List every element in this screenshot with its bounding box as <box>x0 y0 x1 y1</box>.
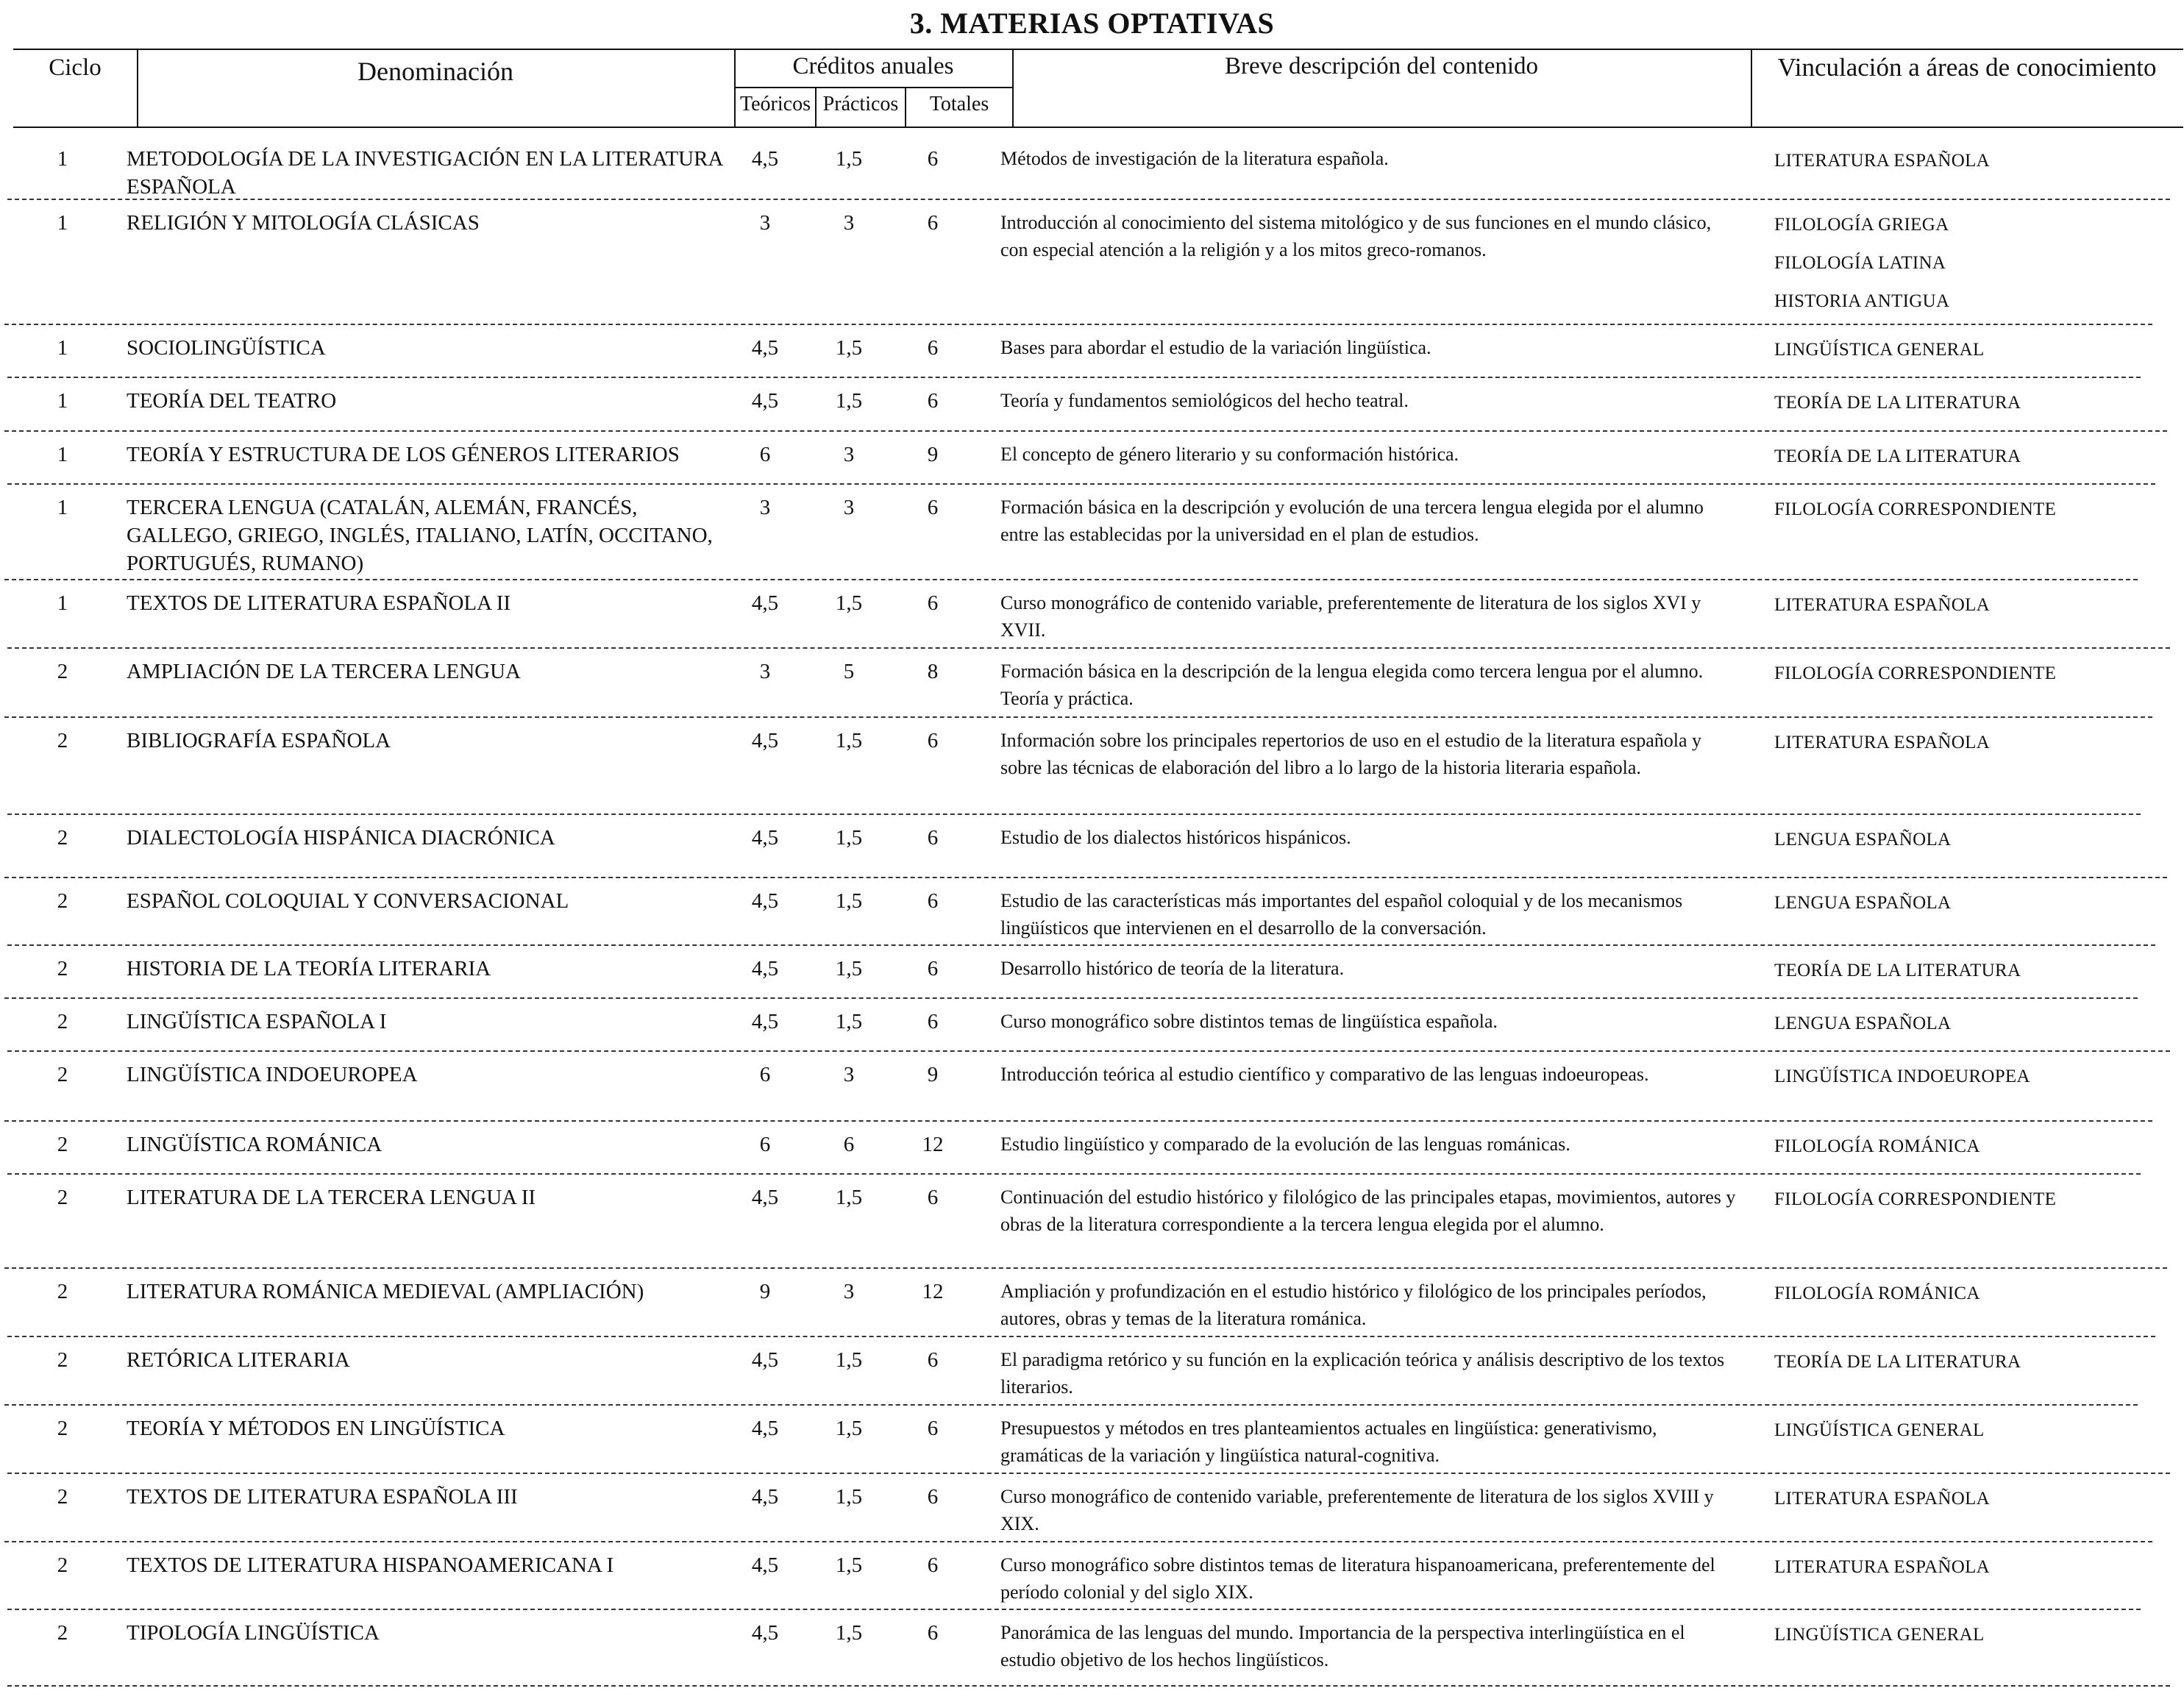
row-teoricos: 4,5 <box>751 889 779 913</box>
row-practicos: 1,5 <box>835 336 863 360</box>
row-denominacion: TEXTOS DE LITERATURA ESPAÑOLA III <box>127 1485 518 1509</box>
row-descripcion: Curso monográfico sobre distintos temas de lingüística española. <box>1000 1011 1498 1032</box>
row-descripcion: Curso monográfico de contenido variable, preferentemente de literatura de los siglos XVIII y XIX. <box>1000 1486 1714 1534</box>
row-denominacion: TEORÍA Y MÉTODOS EN LINGÜÍSTICA <box>127 1417 505 1440</box>
row-descripcion: Continuación del estudio histórico y filológico de las principales etapas, movimientos, autores y obras de la literatura correspondiente a la tercera lengua elegida por el alumno. <box>1000 1186 1736 1235</box>
row-ciclo: 1 <box>57 389 68 413</box>
row-denominacion: TEXTOS DE LITERATURA HISPANOAMERICANA I <box>127 1553 614 1577</box>
row-descripcion: Teoría y fundamentos semiológicos del hecho teatral. <box>1000 390 1409 411</box>
row-totales: 6 <box>927 729 939 752</box>
row-denominacion: LINGÜÍSTICA ROMÁNICA <box>127 1133 383 1156</box>
row-denominacion: LINGÜÍSTICA ESPAÑOLA I <box>127 1010 387 1033</box>
row-area: FILOLOGÍA CORRESPONDIENTE <box>1774 1189 2057 1209</box>
row-ciclo: 2 <box>57 660 68 683</box>
row-ciclo: 2 <box>57 826 68 850</box>
row-totales: 9 <box>927 1063 939 1086</box>
row-area: FILOLOGÍA ROMÁNICA <box>1774 1136 1980 1156</box>
row-area: FILOLOGÍA CORRESPONDIENTE <box>1774 663 2057 683</box>
row-denominacion: LINGÜÍSTICA INDOEUROPEA <box>127 1063 418 1086</box>
row-area: LINGÜÍSTICA GENERAL <box>1774 340 1985 360</box>
row-totales: 6 <box>927 496 939 519</box>
row-descripcion: Formación básica en la descripción y evolución de una tercera lengua elegida por el alumno entre las establecidas por la universidad en el plan de estudios. <box>1000 496 1704 545</box>
row-teoricos: 4,5 <box>751 591 779 615</box>
row-ciclo: 2 <box>57 1621 68 1645</box>
row-totales: 6 <box>927 1417 939 1440</box>
row-teoricos: 6 <box>759 443 771 466</box>
row-practicos: 1,5 <box>835 147 863 171</box>
row-descripcion: Ampliación y profundización en el estudio histórico y filológico de los principales períodos, autores, obras y temas de la literatura románica. <box>1000 1281 1707 1329</box>
row-totales: 6 <box>927 826 939 850</box>
header-denominacion: Denominación <box>358 57 513 86</box>
row-area: LENGUA ESPAÑOLA <box>1774 893 1952 913</box>
row-denominacion: BIBLIOGRAFÍA ESPAÑOLA <box>127 729 391 752</box>
row-totales: 6 <box>927 1010 939 1033</box>
row-area: LINGÜÍSTICA GENERAL <box>1774 1420 1985 1440</box>
row-ciclo: 1 <box>57 211 68 235</box>
header-vinculacion: Vinculación a áreas de conocimiento <box>1777 53 2157 82</box>
row-totales: 8 <box>927 660 939 683</box>
row-descripcion: Curso monográfico de contenido variable, preferentemente de literatura de los siglos XVI y XVII. <box>1000 592 1701 641</box>
row-teoricos: 4,5 <box>751 389 779 413</box>
row-practicos: 6 <box>843 1133 855 1156</box>
row-separator <box>7 1473 2170 1475</box>
row-descripcion: Desarrollo histórico de teoría de la literatura. <box>1000 958 1345 979</box>
row-denominacion: TEORÍA DEL TEATRO <box>127 389 337 413</box>
row-descripcion: Estudio lingüístico y comparado de la evolución de las lenguas románicas. <box>1000 1133 1571 1155</box>
row-teoricos: 4,5 <box>751 957 779 980</box>
row-area: FILOLOGÍA CORRESPONDIENTE <box>1774 499 2057 519</box>
row-practicos: 1,5 <box>835 1348 863 1372</box>
row-teoricos: 6 <box>759 1133 771 1156</box>
row-separator <box>7 483 2155 486</box>
row-practicos: 3 <box>843 443 855 466</box>
row-totales: 12 <box>922 1133 944 1156</box>
row-teoricos: 3 <box>759 660 771 683</box>
row-area: FILOLOGÍA ROMÁNICA <box>1774 1284 1980 1303</box>
row-area: LINGÜÍSTICA INDOEUROPEA <box>1774 1067 2030 1086</box>
row-teoricos: 4,5 <box>751 1621 779 1645</box>
row-separator <box>4 877 2167 880</box>
row-separator <box>4 716 2152 719</box>
row-denominacion: TERCERA LENGUA (CATALÁN, ALEMÁN, FRANCÉS, GALLEGO, GRIEGO, INGLÉS, ITALIANO, LATÍN, OCCITANO, PORTUGUÉS, RUMANO) <box>127 496 713 575</box>
row-ciclo: 1 <box>57 336 68 360</box>
row-descripcion: Estudio de los dialectos históricos hispánicos. <box>1000 827 1351 848</box>
row-totales: 6 <box>927 957 939 980</box>
row-descripcion: Estudio de las características más importantes del español coloquial y de los mecanismos lingüísticos que intervienen en el desarrollo de la conversación. <box>1000 890 1683 939</box>
row-teoricos: 4,5 <box>751 1348 779 1372</box>
row-teoricos: 4,5 <box>751 1417 779 1440</box>
header-teoricos: Teóricos <box>739 93 811 115</box>
row-area: LITERATURA ESPAÑOLA <box>1774 733 1990 752</box>
row-practicos: 1,5 <box>835 1621 863 1645</box>
row-totales: 6 <box>927 1348 939 1372</box>
table-header <box>13 49 2183 127</box>
header-descripcion: Breve descripción del contenido <box>1224 53 1539 79</box>
row-area: HISTORIA ANTIGUA <box>1774 291 1950 311</box>
row-totales: 6 <box>927 211 939 235</box>
row-descripcion: El concepto de género literario y su conformación histórica. <box>1000 444 1459 465</box>
row-practicos: 3 <box>843 1063 855 1086</box>
row-totales: 6 <box>927 1621 939 1645</box>
row-area: FILOLOGÍA GRIEGA <box>1774 215 1949 235</box>
row-teoricos: 3 <box>759 496 771 519</box>
row-denominacion: TEXTOS DE LITERATURA ESPAÑOLA II <box>127 591 511 615</box>
row-teoricos: 4,5 <box>751 826 779 850</box>
row-practicos: 1,5 <box>835 1417 863 1440</box>
row-area: LITERATURA ESPAÑOLA <box>1774 595 1990 615</box>
row-teoricos: 4,5 <box>751 1186 779 1209</box>
row-practicos: 1,5 <box>835 389 863 413</box>
row-practicos: 1,5 <box>835 889 863 913</box>
row-descripcion: Curso monográfico sobre distintos temas de literatura hispanoamericana, preferentemente del período colonial y del siglo XIX. <box>1000 1554 1715 1603</box>
row-teoricos: 4,5 <box>751 1553 779 1577</box>
row-practicos: 1,5 <box>835 957 863 980</box>
row-ciclo: 1 <box>57 147 68 171</box>
row-denominacion: TEORÍA Y ESTRUCTURA DE LOS GÉNEROS LITERARIOS <box>127 443 680 466</box>
row-area: LITERATURA ESPAÑOLA <box>1774 1489 1990 1509</box>
row-teoricos: 4,5 <box>751 1010 779 1033</box>
row-area: LENGUA ESPAÑOLA <box>1774 830 1952 850</box>
row-area: TEORÍA DE LA LITERATURA <box>1774 393 2021 413</box>
row-separator <box>7 1609 2141 1612</box>
row-totales: 6 <box>927 1186 939 1209</box>
row-ciclo: 1 <box>57 591 68 615</box>
row-descripcion: Presupuestos y métodos en tres planteamientos actuales en lingüística: generativismo, gramáticas de la variación y lingüística natural-cognitiva. <box>1000 1417 1657 1466</box>
row-ciclo: 2 <box>57 1186 68 1209</box>
row-denominacion: METODOLOGÍA DE LA INVESTIGACIÓN EN LA LITERATURA ESPAÑOLA <box>127 147 722 199</box>
row-separator <box>7 944 2155 947</box>
row-separator <box>4 1267 2167 1270</box>
row-separator <box>4 1120 2152 1123</box>
row-teoricos: 4,5 <box>751 147 779 171</box>
row-totales: 6 <box>927 1485 939 1509</box>
header-subdivider <box>734 87 1012 88</box>
row-ciclo: 2 <box>57 889 68 913</box>
row-teoricos: 4,5 <box>751 729 779 752</box>
row-denominacion: AMPLIACIÓN DE LA TERCERA LENGUA <box>127 660 521 683</box>
row-denominacion: LITERATURA DE LA TERCERA LENGUA II <box>127 1186 536 1209</box>
row-separator <box>7 377 2141 380</box>
row-descripcion: Panorámica de las lenguas del mundo. Importancia de la perspectiva interlingüística en el estudio objetivo de los hechos lingüísticos. <box>1000 1622 1685 1670</box>
row-ciclo: 1 <box>57 443 68 466</box>
row-totales: 9 <box>927 443 939 466</box>
row-separator <box>7 814 2141 816</box>
row-separator <box>7 1173 2141 1176</box>
header-totales: Totales <box>929 93 989 115</box>
row-separator <box>4 579 2138 582</box>
row-practicos: 1,5 <box>835 591 863 615</box>
row-area: LITERATURA ESPAÑOLA <box>1774 1557 1990 1577</box>
row-denominacion: TIPOLOGÍA LINGÜÍSTICA <box>127 1621 380 1645</box>
row-totales: 6 <box>927 336 939 360</box>
row-descripcion: El paradigma retórico y su función en la explicación teórica y análisis descriptivo de los textos literarios. <box>1000 1349 1725 1398</box>
header-creditos: Créditos anuales <box>792 53 954 79</box>
row-practicos: 1,5 <box>835 826 863 850</box>
row-teoricos: 3 <box>759 211 771 235</box>
row-ciclo: 2 <box>57 1010 68 1033</box>
row-practicos: 3 <box>843 211 855 235</box>
row-ciclo: 2 <box>57 729 68 752</box>
row-area: TEORÍA DE LA LITERATURA <box>1774 446 2021 466</box>
row-totales: 6 <box>927 591 939 615</box>
row-practicos: 3 <box>843 496 855 519</box>
row-practicos: 1,5 <box>835 1485 863 1509</box>
row-separator <box>4 997 2138 1000</box>
row-area: TEORÍA DE LA LITERATURA <box>1774 1352 2021 1372</box>
row-teoricos: 6 <box>759 1063 771 1086</box>
row-teoricos: 4,5 <box>751 1485 779 1509</box>
row-totales: 6 <box>927 889 939 913</box>
table-bottom-rule <box>7 1685 2170 1688</box>
row-area: FILOLOGÍA LATINA <box>1774 253 1946 273</box>
row-ciclo: 2 <box>57 1553 68 1577</box>
row-separator <box>7 647 2170 650</box>
row-ciclo: 2 <box>57 1348 68 1372</box>
row-denominacion: RELIGIÓN Y MITOLOGÍA CLÁSICAS <box>127 211 480 235</box>
row-descripcion: Bases para abordar el estudio de la variación lingüística. <box>1000 337 1431 358</box>
row-ciclo: 2 <box>57 1485 68 1509</box>
row-separator <box>7 199 2170 202</box>
header-ciclo: Ciclo <box>49 54 102 81</box>
row-ciclo: 2 <box>57 1133 68 1156</box>
header-bottom-rule <box>13 127 2183 128</box>
row-denominacion: HISTORIA DE LA TEORÍA LITERARIA <box>127 957 491 980</box>
row-practicos: 1,5 <box>835 1186 863 1209</box>
row-totales: 6 <box>927 147 939 171</box>
row-practicos: 1,5 <box>835 729 863 752</box>
row-ciclo: 2 <box>57 1280 68 1303</box>
row-descripcion: Formación básica en la descripción de la lengua elegida como tercera lengua por el alumno. Teoría y práctica. <box>1000 661 1704 709</box>
row-ciclo: 2 <box>57 1417 68 1440</box>
row-descripcion: Métodos de investigación de la literatura española. <box>1000 148 1389 169</box>
row-denominacion: DIALECTOLOGÍA HISPÁNICA DIACRÓNICA <box>127 826 555 850</box>
row-separator <box>4 1404 2138 1407</box>
row-area: LENGUA ESPAÑOLA <box>1774 1014 1952 1033</box>
row-descripcion: Introducción al conocimiento del sistema mitológico y de sus funciones en el mundo clásico, con especial atención a la religión y a los mitos greco-romanos. <box>1000 212 1712 260</box>
row-denominacion: SOCIOLINGÜÍSTICA <box>127 336 326 360</box>
row-separator <box>4 430 2167 433</box>
row-area: LINGÜÍSTICA GENERAL <box>1774 1625 1985 1645</box>
row-teoricos: 9 <box>759 1280 771 1303</box>
row-separator <box>4 1541 2152 1544</box>
row-denominacion: ESPAÑOL COLOQUIAL Y CONVERSACIONAL <box>127 889 569 913</box>
row-practicos: 5 <box>843 660 855 683</box>
row-practicos: 1,5 <box>835 1010 863 1033</box>
row-practicos: 3 <box>843 1280 855 1303</box>
row-area: LITERATURA ESPAÑOLA <box>1774 151 1990 171</box>
row-ciclo: 2 <box>57 1063 68 1086</box>
row-totales: 6 <box>927 389 939 413</box>
row-descripcion: Introducción teórica al estudio científico y comparativo de las lenguas indoeuropeas. <box>1000 1064 1649 1085</box>
row-denominacion: RETÓRICA LITERARIA <box>127 1348 350 1372</box>
row-separator <box>7 1050 2170 1053</box>
page-title: 3. MATERIAS OPTATIVAS <box>909 7 1275 40</box>
row-teoricos: 4,5 <box>751 336 779 360</box>
header-practicos: Prácticos <box>822 93 899 115</box>
row-practicos: 1,5 <box>835 1553 863 1577</box>
row-separator <box>4 324 2152 327</box>
row-ciclo: 2 <box>57 957 68 980</box>
row-descripcion: Información sobre los principales repertorios de uso en el estudio de la literatura española y sobre las técnicas de elaboración del libro a lo largo de la historia literaria española. <box>1000 730 1702 778</box>
row-denominacion: LITERATURA ROMÁNICA MEDIEVAL (AMPLIACIÓN) <box>127 1280 644 1303</box>
row-ciclo: 1 <box>57 496 68 519</box>
row-separator <box>7 1336 2155 1339</box>
row-totales: 12 <box>922 1280 944 1303</box>
row-area: TEORÍA DE LA LITERATURA <box>1774 961 2021 980</box>
row-totales: 6 <box>927 1553 939 1577</box>
